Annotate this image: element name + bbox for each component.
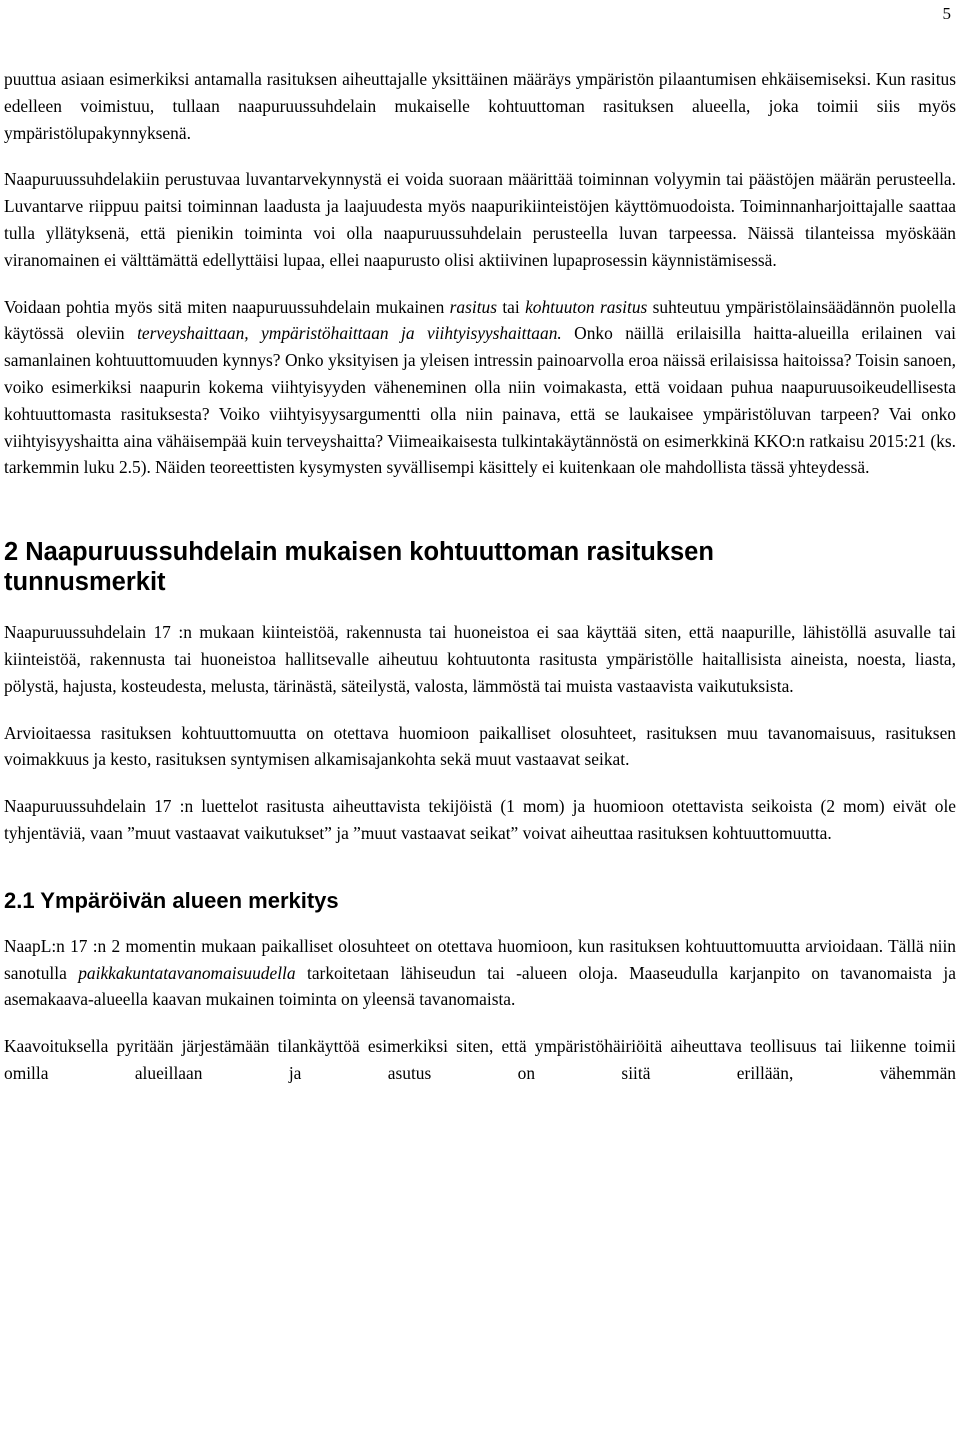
page-number: 5 [942, 4, 951, 23]
paragraph-4: Naapuruussuhdelain 17 :n mukaan kiinteistöä, rakennusta tai huoneistoa ei saa käyttää siten, että naapurille, lähistöllä asuvalle tai kiinteistöä, rakennusta tai huoneistoa hallitsevalle aiheutuu kohtuutonta rasitusta ympäristölle haitallisista aineista, noesta, liasta, pölystä, hajusta, kosteudesta, melusta, tärinästä, säteilystä, valosta, lämmöstä tai muista vastaavista vaikutuksista. [4, 622, 956, 696]
emphasis-kohtuuton-rasitus: kohtuuton rasitus [525, 296, 648, 317]
paragraph-7 [4, 933, 956, 1013]
paragraph-5: Arvioitaessa rasituksen kohtuuttomuutta on otettava huomioon paikalliset olosuhteet, rasituksen muu tavanomaisuus, rasituksen voimakkuus ja kesto, rasituksen syntymisen alkamisajankohta sekä muut vastaavat seikat. [4, 722, 956, 770]
document-body [4, 66, 956, 1087]
paragraph-6: Naapuruussuhdelain 17 :n luettelot rasitusta aiheuttavista tekijöistä (1 mom) ja huomioon otettavista seikoista (2 mom) eivät ole tyhjentäviä, vaan ”muut vastaavat vaikutukset” ja ”muut vastaavat seikat” voivat aiheuttaa rasituksen kohtuuttomuutta. [4, 796, 956, 843]
paragraph-3-text-d: Onko näillä erilaisilla haitta-alueilla erilainen vai samanlainen kohtuuttomuuden kynnys? Onko yksityisen ja yleisen intressin painoarvolla eroa näissä erilaisissa haitoissa? Toisin sanoen, voiko esimerkiksi naapurin kokema viihtyisyyden väheneminen olla niin voimakasta, että voidaan puhua naapuruusoikeudellisesta kohtuuttomasta rasituksesta? Voiko viihtyisyysargumentti olla niin painava, että se laukaisee ympäristöluvan tarpeen? Vai onko viihtyisyyshaitta aina vähäisempää kuin terveyshaitta? Viimeaikaisesta tulkintakäytännöstä on esimerkkinä KKO:n ratkaisu 2015:21 (ks. tarkemmin luku 2.5). Näiden teoreettisten kysymysten syvällisempi käsittely ei kuitenkaan ole mahdollista tässä yhteydessä. [4, 323, 957, 478]
paragraph-3-text-b: tai [497, 296, 526, 317]
paragraph-2: Naapuruussuhdelakiin perustuvaa luvantarvekynnystä ei voida suoraan määrittää toiminnan volyymin tai päästöjen määrän perusteella. Luvantarve riippuu paitsi toiminnan laadusta ja laajuudesta myös naapurikiinteistöjen käyttömuodoista. Toiminnanharjoittajalle saattaa tulla yllätyksenä, että pienikin toiminta voi olla naapuruussuhdelain perusteella luvan tarpeessa. Näissä tilanteissa myöskään viranomainen ei välttämättä edellyttäisi lupaa, ellei naapurusto olisi aktiivinen lupaprosessin käynnistämisessä. [4, 169, 956, 270]
paragraph-8: Kaavoituksella pyritään järjestämään tilankäyttöä esimerkiksi siten, että ympäristöhäiriöitä aiheuttava teollisuus tai liikenne toimii omilla alueillaan ja asutus on siitä erillään, vähemmän [4, 1036, 956, 1083]
emphasis-haitat: terveyshaittaan, ympäristöhaittaan ja viihtyisyyshaittaan. [137, 323, 562, 344]
paragraph-7-text-b: tarkoitetaan lähiseudun tai -alueen oloja. Maaseudulla karjanpito on tavanomaista ja asemakaava-alueella kaavan mukainen toiminta on yleensä tavanomaista. [4, 962, 956, 1010]
section-heading-2-1: 2.1 Ympäröivän alueen merkitys [4, 887, 339, 913]
paragraph-3-text-a: Voidaan pohtia myös sitä miten naapuruussuhdelain mukainen [4, 296, 450, 317]
paragraph-3 [4, 294, 956, 482]
paragraph-7-text-a: NaapL:n 17 :n 2 momentin mukaan paikalliset olosuhteet on otettava huomioon, kun rasituksen kohtuuttomuutta arvioidaan. Tällä niin sanotulla [4, 935, 956, 983]
paragraph-1: puuttua asiaan esimerkiksi antamalla rasituksen aiheuttajalle yksittäinen määräys ympäristön pilaantumisen ehkäisemiseksi. Kun rasitus edelleen voimistuu, tullaan naapuruussuhdelain mukaiselle kohtuuttoman rasituksen alueella, joka toimii siis myös ympäristölupakynnyksenä. [4, 69, 956, 143]
emphasis-rasitus: rasitus [449, 296, 497, 317]
paragraph-3-text-c: suhteutuu ympäristölainsäädännön puolella käytössä oleviin [4, 296, 956, 344]
emphasis-paikkakuntatavanomaisuudella: paikkakuntatavanomaisuudella [78, 962, 296, 983]
section-heading-2: 2 Naapuruussuhdelain mukaisen kohtuuttoman rasituksen tunnusmerkit [4, 538, 714, 597]
